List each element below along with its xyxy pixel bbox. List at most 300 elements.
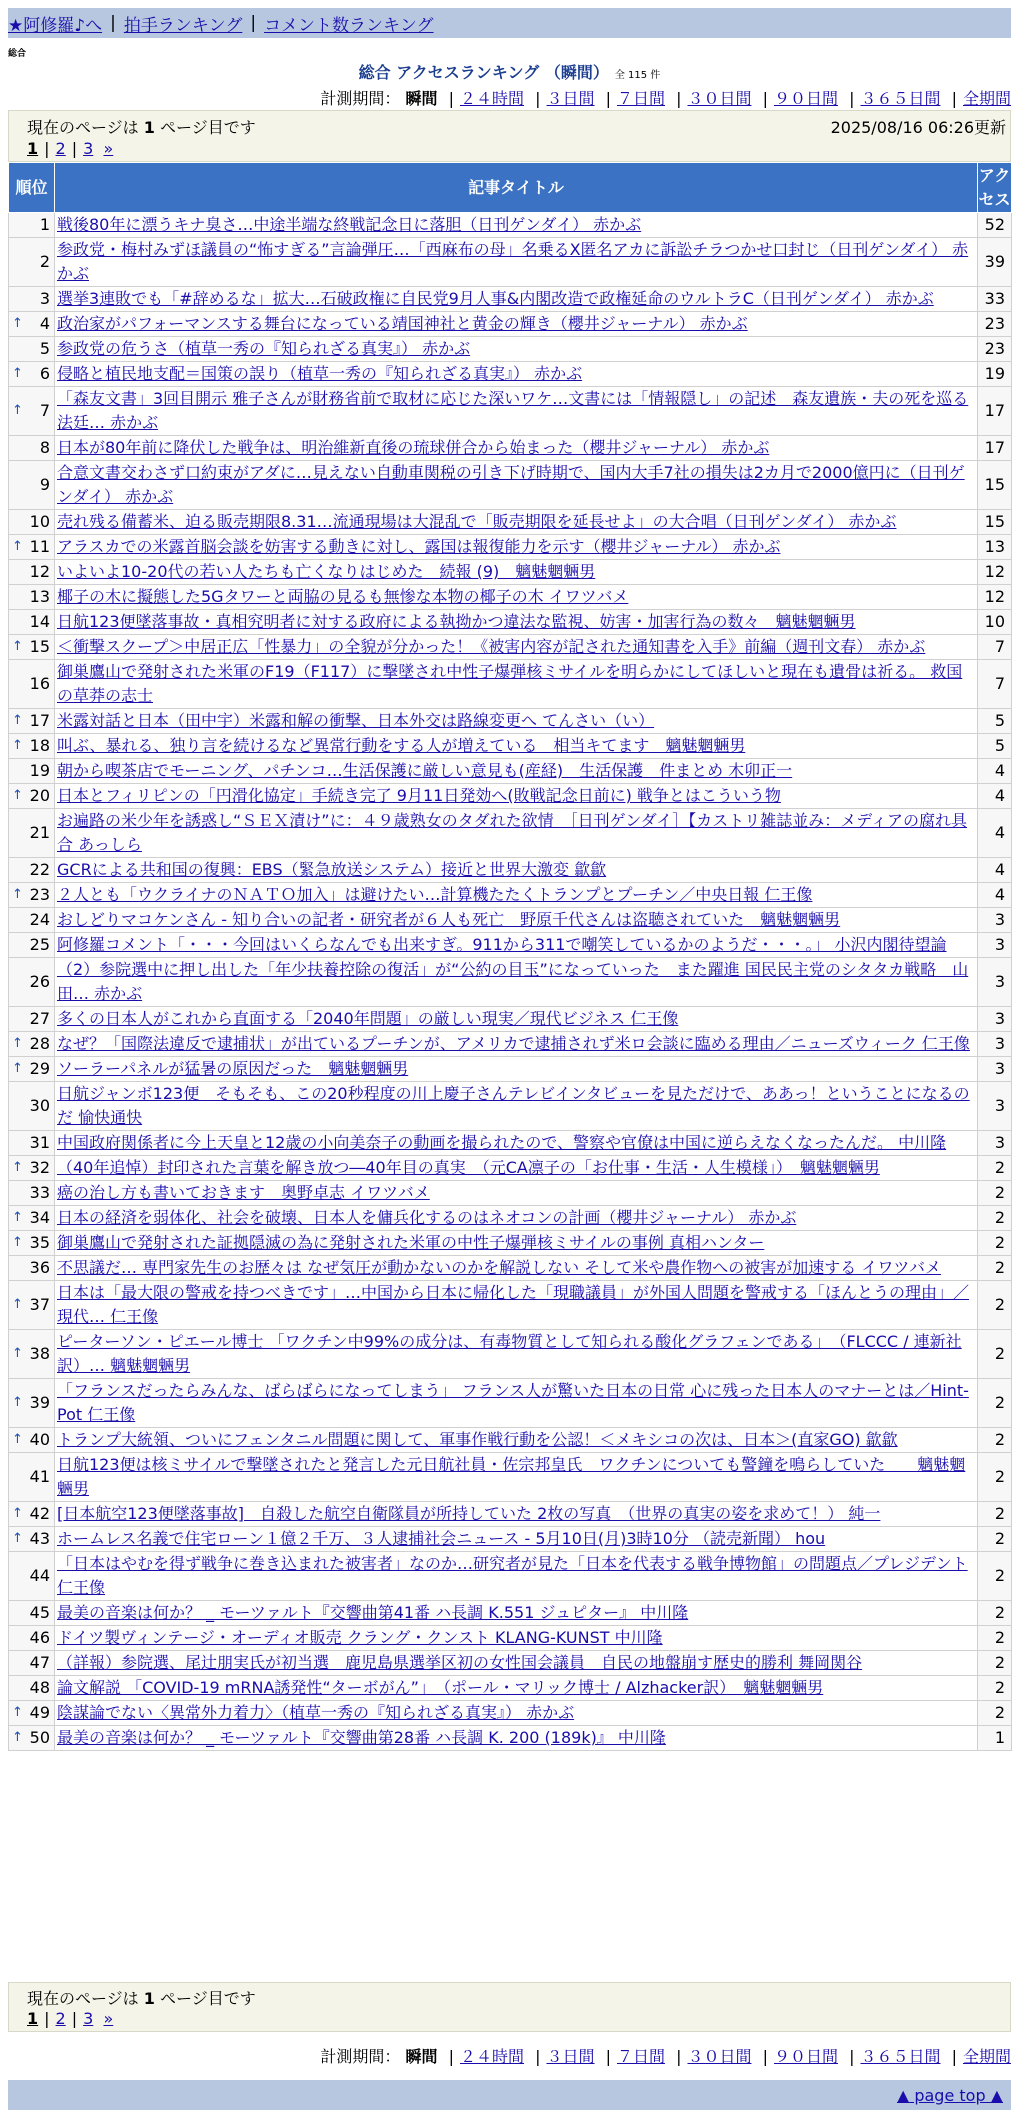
article-link[interactable]: 日本とフィリピンの「円滑化協定」手続き完了 9月11日発効へ(敗戦記念日前に) 戦争とはこういう物: [57, 786, 781, 805]
rank-up-icon: ↑: [12, 539, 23, 554]
rank-number: 8: [39, 438, 50, 457]
rank-number: 26: [29, 972, 50, 991]
access-count: 2: [978, 1281, 1012, 1330]
period-separator: |: [762, 89, 768, 108]
rank-cell: [9, 1453, 55, 1502]
article-link[interactable]: 論文解説 「COVID-19 mRNA誘発性“ターボがん”」 （ポール・マリック博士 / Alzhacker訳） 魑魅魍魎男: [57, 1678, 824, 1697]
article-link[interactable]: 多くの日本人がこれから直面する「2040年問題」の厳しい現実／現代ビジネス 仁王像: [57, 1009, 679, 1028]
article-link[interactable]: ＜衝撃スクープ＞中居正広「性暴力」の全貌が分かった！《被害内容が記された通知書を入手》前編（週刊文春） 赤かぶ: [57, 637, 926, 656]
page-info-num: 1: [143, 1989, 155, 2008]
title-cell: [55, 387, 978, 436]
access-count: 23: [978, 312, 1012, 337]
table-row: [9, 1379, 1012, 1428]
period-24h-link[interactable]: ２４時間: [459, 89, 524, 108]
article-link[interactable]: 合意文書交わさず口約束がアダに…見えない自動車関税の引き下げ時期で、国内大手7社の損失は2カ月で2000億円に（日刊ゲンダイ） 赤かぶ: [57, 463, 965, 506]
access-count: 2: [978, 1453, 1012, 1502]
rank-cell: [9, 1156, 55, 1181]
updated-timestamp: 2025/08/16 06:26更新: [830, 118, 1006, 137]
rank-cell: [9, 933, 55, 958]
access-count: 2: [978, 1379, 1012, 1428]
period-separator: |: [448, 89, 454, 108]
title-cell: [55, 1206, 978, 1231]
article-link[interactable]: 日本が80年前に降伏した戦争は、明治維新直後の琉球併合から始まった（櫻井ジャーナル） 赤かぶ: [57, 438, 770, 457]
period-separator: |: [448, 2047, 454, 2066]
rank-cell: [9, 858, 55, 883]
access-count: 39: [978, 238, 1012, 287]
rank-cell: [9, 759, 55, 784]
table-row: [9, 1131, 1012, 1156]
rank-number: 35: [29, 1233, 50, 1252]
title-cell: [55, 1701, 978, 1726]
period-24h-link[interactable]: ２４時間: [459, 2047, 524, 2066]
rank-cell: [9, 1082, 55, 1131]
period-3d-link[interactable]: ３日間: [546, 89, 595, 108]
rank-cell: [9, 1726, 55, 1751]
article-link[interactable]: （詳報）参院選、尾辻朋実氏が初当選 鹿児島県選挙区初の女性国会議員 自民の地盤崩す歴史的勝利 舞岡関谷: [57, 1653, 863, 1672]
title-cell: [55, 312, 978, 337]
access-count: 19: [978, 362, 1012, 387]
page-info-prefix: 現在のページは: [27, 118, 144, 137]
rank-cell: [9, 1701, 55, 1726]
rank-cell: [9, 238, 55, 287]
access-count: 2: [978, 1330, 1012, 1379]
access-count: 10: [978, 610, 1012, 635]
article-link[interactable]: ２人とも「ウクライナのＮＡＴＯ加入」は避けたい…計算機たたくトランプとプーチン／中央日報 仁王像: [57, 885, 813, 904]
access-count: 15: [978, 461, 1012, 510]
rank-cell: [9, 312, 55, 337]
article-link[interactable]: 売れ残る備蓄米、迫る販売期限8.31…流通現場は大混乱で「販売期限を延長せよ」の大合唱（日刊ゲンダイ） 赤かぶ: [57, 512, 897, 531]
comment-ranking-link[interactable]: コメント数ランキング: [264, 15, 434, 36]
article-link[interactable]: 政治家がパフォーマンスする舞台になっている靖国神社と黄金の輝き（櫻井ジャーナル） 赤かぶ: [57, 314, 748, 333]
pager-separator: |: [44, 2009, 50, 2028]
title-cell: [55, 1057, 978, 1082]
access-count: 33: [978, 287, 1012, 312]
rank-up-icon: ↑: [12, 1432, 23, 1447]
article-link[interactable]: 朝から喫茶店でモーニング、パチンコ…生活保護に厳しい意見も(産経) 生活保護 件まとめ 木卯正一: [57, 761, 793, 780]
title-cell: [55, 510, 978, 535]
article-link[interactable]: 米露対話と日本（田中宇）米露和解の衝撃、日本外交は路線変更へ てんさい（い）: [57, 711, 655, 730]
rank-up-icon: ↑: [12, 1531, 23, 1546]
rank-cell: [9, 809, 55, 858]
title-cell: [55, 1428, 978, 1453]
period-all-link[interactable]: 全期間: [962, 89, 1011, 108]
rank-cell: [9, 1379, 55, 1428]
access-count: 17: [978, 387, 1012, 436]
rank-cell: [9, 387, 55, 436]
article-link[interactable]: GCRによる共和国の復興：EBS（緊急放送システム）接近と世界大激変 歙歙: [57, 860, 607, 879]
article-link[interactable]: （40年追悼）封印された言葉を解き放つ―40年目の真実 （元CA凛子の「お仕事・生活・人生模様」） 魑魅魍魎男: [57, 1158, 880, 1177]
article-link[interactable]: 日航ジャンボ123便 そもそも、この20秒程度の川上慶子さんテレビインタビューを見ただけで、ああっ！ということになるのだ 愉快通快: [57, 1084, 970, 1127]
article-link[interactable]: 参政党・梅村みずほ議員の“怖すぎる”言論弾圧…「西麻布の母」名乗るX匿名アカに訴訟チラつかせ口封じ（日刊ゲンダイ） 赤かぶ: [57, 240, 969, 283]
rank-cell: [9, 1131, 55, 1156]
access-count: 52: [978, 213, 1012, 238]
article-link[interactable]: [日本航空123便墜落事故] 自殺した航空自衛隊員が所持していた 2枚の写真 （世界の真実の姿を求めて！） 純一: [57, 1504, 881, 1523]
article-link[interactable]: 中国政府関係者に今上天皇と12歳の小向美奈子の動画を撮られたので、警察や官僚は中国に逆らえなくなったんだ。 中川隆: [57, 1133, 947, 1152]
title-cell: [55, 883, 978, 908]
table-row: [9, 1601, 1012, 1626]
period-all-link[interactable]: 全期間: [962, 2047, 1011, 2066]
title-cell: [55, 585, 978, 610]
title-cell: [55, 1281, 978, 1330]
pager-current: 1: [27, 2009, 39, 2028]
article-link[interactable]: 「森友文書」3回目開示 雅子さんが財務省前で取材に応じた深いワケ…文書には「情報隠し」の記述 森友遺族・夫の死を巡る法廷… 赤かぶ: [57, 389, 969, 432]
period-365d-link[interactable]: ３６５日間: [860, 2047, 941, 2066]
rank-number: 24: [29, 910, 50, 929]
table-row: [9, 1206, 1012, 1231]
period-30d-link[interactable]: ３０日間: [687, 89, 752, 108]
page-info-num: 1: [143, 118, 155, 137]
table-row: [9, 387, 1012, 436]
rank-cell: [9, 1281, 55, 1330]
table-row: [9, 759, 1012, 784]
access-count: 2: [978, 1156, 1012, 1181]
table-row: [9, 1181, 1012, 1206]
article-link[interactable]: 椰子の木に擬態した5Gタワーと両脇の見るも無惨な本物の椰子の木 イワツバメ: [57, 587, 629, 606]
article-link[interactable]: （2）参院選中に押し出した「年少扶養控除の復活」が“公約の目玉”になっていった また躍進 国民民主党のシタタカ戦略 山田… 赤かぶ: [57, 960, 969, 1003]
table-row: [9, 1231, 1012, 1256]
rank-cell: [9, 734, 55, 759]
rank-number: 27: [29, 1009, 50, 1028]
access-count: 4: [978, 858, 1012, 883]
access-count: 7: [978, 635, 1012, 660]
title-cell: [55, 1651, 978, 1676]
access-count: 3: [978, 958, 1012, 1007]
article-link[interactable]: 「日本はやむを得ず戦争に巻き込まれた被害者」なのか…研究者が見た「日本を代表する戦争博物館」の問題点／プレジデント 仁王像: [57, 1554, 968, 1597]
article-link[interactable]: 「フランスだったらみんな、ばらばらになってしまう」 フランス人が驚いた日本の日常 心に残った日本人のマナーとは／Hint-Pot 仁王像: [57, 1381, 969, 1424]
period-7d-link[interactable]: ７日間: [616, 2047, 665, 2066]
access-count: 2: [978, 1527, 1012, 1552]
table-row: [9, 585, 1012, 610]
table-row: [9, 436, 1012, 461]
pager-page-3[interactable]: 3: [83, 2009, 94, 2028]
rank-cell: [9, 610, 55, 635]
access-count: 23: [978, 337, 1012, 362]
rank-number: 23: [29, 885, 50, 904]
rank-number: 19: [29, 761, 50, 780]
access-count: 12: [978, 585, 1012, 610]
article-link[interactable]: 不思議だ… 専門家先生のお歴々は なぜ気圧が動かないのかを解説しない そして米や農作物への被害が加速する イワツバメ: [57, 1258, 942, 1277]
title-cell: [55, 238, 978, 287]
table-row: [9, 635, 1012, 660]
rank-cell: [9, 1527, 55, 1552]
period-7d-link[interactable]: ７日間: [616, 89, 665, 108]
page-info-text: [27, 1986, 256, 2009]
rank-cell: [9, 1626, 55, 1651]
article-link[interactable]: トランプ大統領、ついにフェンタニル問題に関して、軍事作戦行動を公認！＜メキシコの次は、日本＞(直家GO) 歙歙: [57, 1430, 898, 1449]
access-count: 2: [978, 1428, 1012, 1453]
rank-up-icon: ↑: [12, 1395, 23, 1410]
title-cell: [55, 535, 978, 560]
period-3d-link[interactable]: ３日間: [546, 2047, 595, 2066]
access-count: 3: [978, 933, 1012, 958]
pager-current: 1: [27, 139, 39, 158]
table-row: [9, 1701, 1012, 1726]
period-label: 計測期間：: [320, 2047, 401, 2066]
access-count: 1: [978, 1726, 1012, 1751]
article-link[interactable]: ホームレス名義で住宅ローン１億２千万、３人逮捕社会ニュース - 5月10日(月)3時10分 （読売新聞） hou: [57, 1529, 826, 1548]
rank-cell: [9, 362, 55, 387]
rank-number: 28: [29, 1034, 50, 1053]
table-row: [9, 858, 1012, 883]
rank-number: 34: [29, 1208, 50, 1227]
table-row: [9, 510, 1012, 535]
rank-up-icon: ↑: [12, 738, 23, 753]
access-count: 3: [978, 1032, 1012, 1057]
title-cell: [55, 709, 978, 734]
rank-up-icon: ↑: [12, 1061, 23, 1076]
rank-up-icon: ↑: [12, 403, 23, 418]
applause-ranking-link[interactable]: 拍手ランキング: [123, 15, 243, 36]
rank-number: 44: [29, 1566, 50, 1585]
rank-up-icon: ↑: [12, 316, 23, 331]
table-row: [9, 1527, 1012, 1552]
rank-number: 5: [39, 339, 50, 358]
table-row: [9, 337, 1012, 362]
rank-cell: [9, 635, 55, 660]
article-link[interactable]: 戦後80年に漂うキナ臭さ…中途半端な終戦記念日に落胆（日刊ゲンダイ） 赤かぶ: [57, 215, 642, 234]
article-link[interactable]: 叫ぶ、暴れる、独り言を続けるなど異常行動をする人が増えている 相当キてます 魑魅魍魎男: [57, 736, 746, 755]
rank-up-icon: ↑: [12, 1210, 23, 1225]
access-count: 5: [978, 709, 1012, 734]
page-top-link[interactable]: ▲ page top ▲: [896, 2085, 1003, 2105]
rank-cell: [9, 709, 55, 734]
rank-up-icon: ↑: [12, 1036, 23, 1051]
title-cell: [55, 858, 978, 883]
rank-number: 7: [39, 401, 50, 420]
ranking-table: [8, 162, 1012, 1751]
title-cell: [55, 809, 978, 858]
rank-up-icon: ↑: [12, 788, 23, 803]
pager-page-3[interactable]: 3: [83, 139, 94, 158]
period-separator: |: [762, 2047, 768, 2066]
rank-number: 43: [29, 1529, 50, 1548]
rank-number: 14: [29, 612, 50, 631]
table-row: [9, 709, 1012, 734]
pager-next[interactable]: »: [103, 139, 114, 158]
rank-up-icon: ↑: [12, 639, 23, 654]
rank-number: 48: [29, 1678, 50, 1697]
period-separator: |: [605, 89, 611, 108]
article-link[interactable]: 御巣鷹山で発射された証拠隠滅の為に発射された米軍の中性子爆弾核ミサイルの事例 真相ハンター: [57, 1233, 765, 1252]
table-row: [9, 1651, 1012, 1676]
access-count: 3: [978, 1131, 1012, 1156]
rank-cell: [9, 213, 55, 238]
title-cell: [55, 1626, 978, 1651]
article-link[interactable]: いよいよ10-20代の若い人たちも亡くなりはじめた 続報 (9) 魑魅魍魎男: [57, 562, 596, 581]
rank-cell: [9, 1256, 55, 1281]
title-cell: [55, 337, 978, 362]
title-cell: [55, 784, 978, 809]
title-cell: [55, 1181, 978, 1206]
pager-page-2[interactable]: 2: [55, 139, 66, 158]
article-link[interactable]: 陰謀論でない〈異常外力着力〉（植草一秀の『知られざる真実』） 赤かぶ: [57, 1703, 575, 1722]
rank-number: 11: [29, 537, 50, 556]
page-title-text: 総合 アクセスランキング （瞬間）: [358, 63, 609, 82]
title-cell: [55, 1552, 978, 1601]
rank-cell: [9, 1601, 55, 1626]
table-row: [9, 560, 1012, 585]
period-separator: |: [676, 2047, 682, 2066]
article-link[interactable]: なぜ？「国際法違反で逮捕状」が出ているプーチンが、アメリカで逮捕されず米ロ会談に臨める理由／ニューズウィーク 仁王像: [57, 1034, 970, 1053]
period-selector-bottom: [320, 2044, 1011, 2067]
rank-up-icon: ↑: [12, 1730, 23, 1745]
access-count: 3: [978, 1057, 1012, 1082]
title-cell: [55, 635, 978, 660]
article-link[interactable]: 選挙3連敗でも「#辞めるな」拡大…石破政権に自民党9月人事&内閣改造で政権延命のウルトラC（日刊ゲンダイ） 赤かぶ: [57, 289, 934, 308]
rank-number: 36: [29, 1258, 50, 1277]
period-separator: |: [535, 89, 541, 108]
access-count: 3: [978, 908, 1012, 933]
article-link[interactable]: 日航123便墜落事故・真相究明者に対する政府による執拗かつ違法な監視、妨害・加害行為の数々 魑魅魍魎男: [57, 612, 856, 631]
nav-separator: |: [110, 13, 116, 33]
rank-cell: [9, 1676, 55, 1701]
rank-cell: [9, 908, 55, 933]
access-count: 2: [978, 1181, 1012, 1206]
article-link[interactable]: おしどりマコケンさん - 知り合いの記者・研究者が６人も死亡 野原千代さんは盗聴されていた 魑魅魍魎男: [57, 910, 841, 929]
access-count: 15: [978, 510, 1012, 535]
article-link[interactable]: 最美の音楽は何か？ _ モーツァルト『交響曲第28番 ハ長調 K. 200 (189k)』 中川隆: [57, 1728, 666, 1747]
title-cell: [55, 560, 978, 585]
rank-number: 45: [29, 1603, 50, 1622]
period-90d-link[interactable]: ９０日間: [773, 89, 838, 108]
rank-cell: [9, 1651, 55, 1676]
rank-number: 38: [29, 1344, 50, 1363]
rank-cell: [9, 287, 55, 312]
rank-number: 22: [29, 860, 50, 879]
article-link[interactable]: 阿修羅コメント「・・・今回はいくらなんでも出来すぎ。911から311で嘲笑しているかのようだ・・・。」 小沢内閣待望論: [57, 935, 947, 954]
period-90d-link[interactable]: ９０日間: [773, 2047, 838, 2066]
access-count: 4: [978, 784, 1012, 809]
rank-cell: [9, 585, 55, 610]
table-row: [9, 312, 1012, 337]
rank-number: 13: [29, 587, 50, 606]
article-link[interactable]: ソーラーパネルが猛暑の原因だった 魑魅魍魎男: [57, 1059, 409, 1078]
home-link[interactable]: ★阿修羅♪へ: [8, 15, 103, 36]
title-cell: [55, 362, 978, 387]
access-count: 5: [978, 734, 1012, 759]
table-row: [9, 734, 1012, 759]
rank-cell: [9, 510, 55, 535]
table-row: [9, 287, 1012, 312]
access-count: 7: [978, 660, 1012, 709]
title-cell: [55, 1082, 978, 1131]
title-cell: [55, 1156, 978, 1181]
title-cell: [55, 1231, 978, 1256]
period-30d-link[interactable]: ３０日間: [687, 2047, 752, 2066]
rank-number: 12: [29, 562, 50, 581]
table-row: [9, 238, 1012, 287]
rank-number: 50: [29, 1728, 50, 1747]
access-count: 2: [978, 1552, 1012, 1601]
access-count: 2: [978, 1676, 1012, 1701]
title-cell: [55, 1726, 978, 1751]
rank-cell: [9, 535, 55, 560]
article-link[interactable]: 日本の経済を弱体化、社会を破壊、日本人を傭兵化するのはネオコンの計画（櫻井ジャーナル） 赤かぶ: [57, 1208, 797, 1227]
table-row: [9, 1676, 1012, 1701]
title-cell: [55, 660, 978, 709]
article-link[interactable]: 日本は「最大限の警戒を持つべきです」…中国から日本に帰化した「現職議員」が外国人問題を警戒する「ほんとうの理由」／現代… 仁王像: [57, 1283, 970, 1326]
rank-cell: [9, 1552, 55, 1601]
rank-cell: [9, 958, 55, 1007]
article-link[interactable]: 参政党の危うさ（植草一秀の『知られざる真実』） 赤かぶ: [57, 339, 471, 358]
title-header: 記事タイトル: [55, 163, 978, 213]
table-row: [9, 1281, 1012, 1330]
article-link[interactable]: アラスカでの米露首脳会談を妨害する動きに対し、露国は報復能力を示す（櫻井ジャーナル） 赤かぶ: [57, 537, 781, 556]
rank-cell: [9, 883, 55, 908]
rank-number: 9: [39, 475, 50, 494]
rank-number: 20: [29, 786, 50, 805]
period-365d-link[interactable]: ３６５日間: [860, 89, 941, 108]
rank-number: 46: [29, 1628, 50, 1647]
access-count: 2: [978, 1231, 1012, 1256]
rank-number: 15: [29, 637, 50, 656]
table-row: [9, 362, 1012, 387]
rank-number: 10: [29, 512, 50, 531]
access-count: 3: [978, 1007, 1012, 1032]
rank-number: 6: [39, 364, 50, 383]
pager-separator: |: [71, 139, 78, 158]
title-cell: [55, 213, 978, 238]
table-row: [9, 1007, 1012, 1032]
pager-next[interactable]: »: [103, 2009, 114, 2028]
table-row: [9, 908, 1012, 933]
rank-up-icon: ↑: [12, 1506, 23, 1521]
period-current: 瞬間: [405, 2047, 438, 2066]
table-row: [9, 1626, 1012, 1651]
bottom-bar: [8, 2080, 1011, 2110]
title-cell: [55, 1601, 978, 1626]
top-nav-bar: [8, 8, 1011, 38]
rank-number: 18: [29, 736, 50, 755]
period-label: 計測期間：: [320, 89, 401, 108]
title-cell: [55, 1256, 978, 1281]
table-row: [9, 1330, 1012, 1379]
period-separator: |: [849, 89, 855, 108]
article-link[interactable]: 最美の音楽は何か？ _ モーツァルト『交響曲第41番 ハ長調 K.551 ジュピター』 中川隆: [57, 1603, 689, 1622]
pager-bottom: [27, 2009, 113, 2028]
period-current: 瞬間: [405, 89, 438, 108]
rank-cell: [9, 784, 55, 809]
pager-top: [27, 139, 113, 158]
rank-number: 21: [29, 823, 50, 842]
item-count: 全 115 件: [614, 70, 661, 81]
rank-up-icon: ↑: [12, 1297, 23, 1312]
period-selector-top: [320, 86, 1011, 109]
table-row: [9, 1726, 1012, 1751]
page-info-suffix: ページ目です: [154, 118, 256, 137]
period-separator: |: [849, 2047, 855, 2066]
rank-cell: [9, 1181, 55, 1206]
rank-number: 31: [29, 1133, 50, 1152]
title-cell: [55, 1330, 978, 1379]
pager-page-2[interactable]: 2: [55, 2009, 66, 2028]
period-separator: |: [676, 89, 682, 108]
article-link[interactable]: 御巣鷹山で発射された米軍のF19（F117）に撃墜され中性子爆弾核ミサイルを明らかにしてほしいと現在も遺骨は祈る。 救国の草莽の志士: [57, 662, 963, 705]
access-header: アクセス: [978, 163, 1012, 213]
article-link[interactable]: ドイツ製ヴィンテージ・オーディオ販売 クラング・クンスト KLANG-KUNST 中川隆: [57, 1628, 663, 1647]
article-link[interactable]: 日航123便は核ミサイルで撃墜されたと発言した元日航社員・佐宗邦皇氏 ワクチンについても警鐘を鳴らしていた 魑魅魍魎男: [57, 1455, 966, 1498]
table-row: [9, 958, 1012, 1007]
rank-cell: [9, 436, 55, 461]
table-row: [9, 461, 1012, 510]
page-title: [0, 60, 1019, 83]
article-link[interactable]: 侵略と植民地支配＝国策の誤り（植草一秀の『知られざる真実』） 赤かぶ: [57, 364, 583, 383]
article-link[interactable]: ピーターソン・ピエール博士 「ワクチン中99%の成分は、有毒物質として知られる酸化グラフェンである」 （FLCCC / 連新社訳）… 魑魅魍魎男: [57, 1332, 962, 1375]
access-count: 2: [978, 1626, 1012, 1651]
article-link[interactable]: 癌の治し方も書いておきます 奥野卓志 イワツバメ: [57, 1183, 430, 1202]
title-cell: [55, 1502, 978, 1527]
article-link[interactable]: お遍路の米少年を誘惑し“ＳＥＸ漬け”に：４９歳熟女のタダれた欲情 ［日刊ゲンダイ］【カストリ雑誌並み：メディアの腐れ具合 あっしら: [57, 811, 968, 854]
